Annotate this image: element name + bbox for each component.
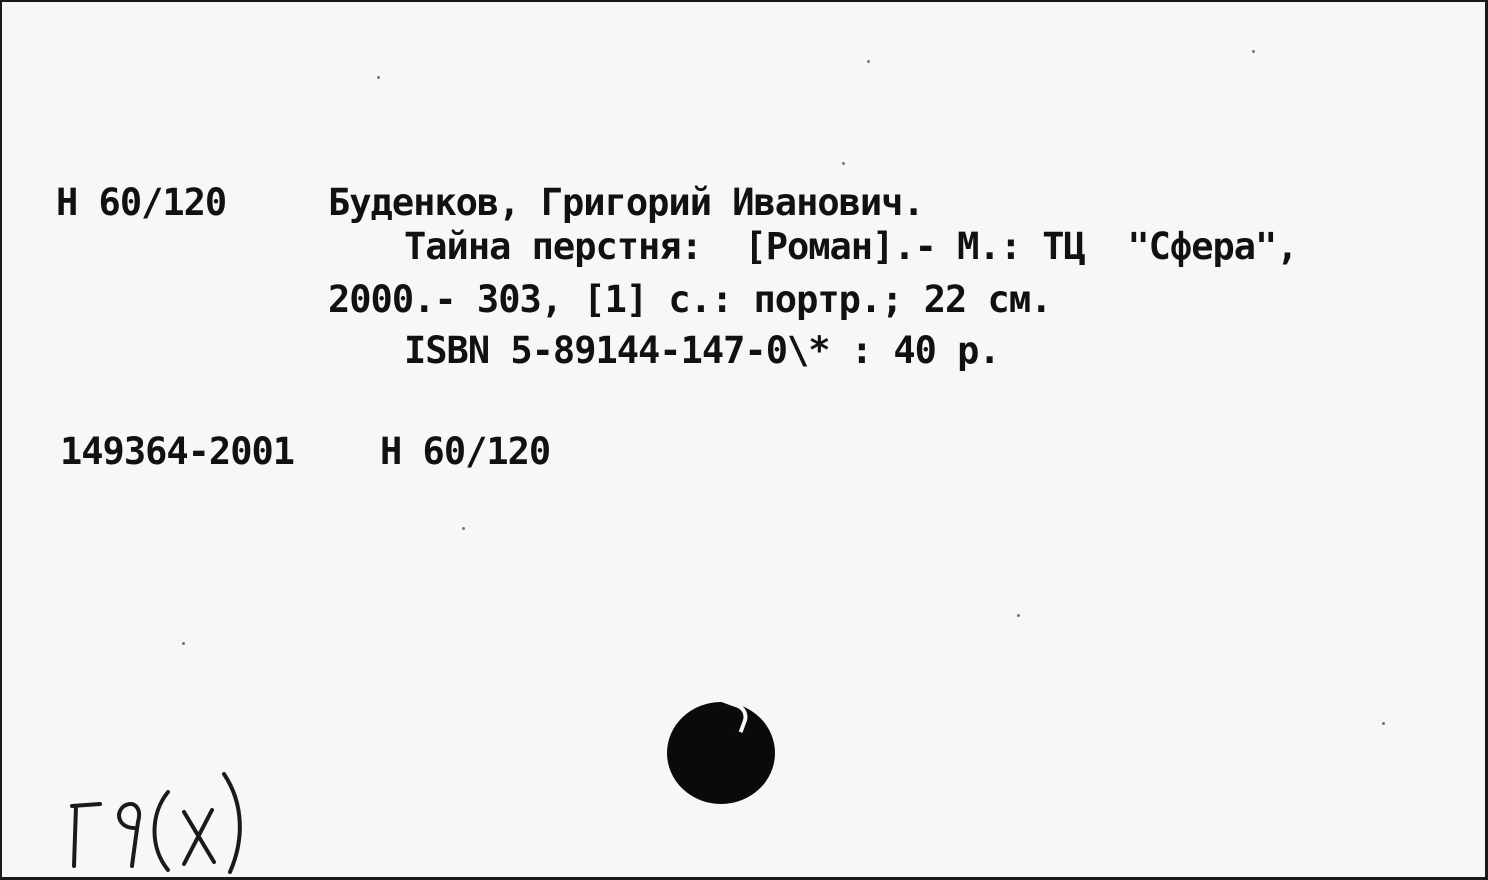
isbn-line: ISBN 5-89144-147-0\* : 40 р. [404,329,1000,372]
accession-shelf-mark: Н 60/120 [380,430,551,473]
scan-speck [377,76,380,79]
title-line-2: 2000.- 303, [1] с.: портр.; 22 см. [328,278,1052,321]
author-heading: Буденков, Григорий Иванович. [328,181,924,224]
accession-number: 149364-2001 [60,430,295,473]
shelf-mark: Н 60/120 [56,181,227,224]
handwritten-note [64,770,254,880]
scan-speck [182,642,185,645]
scan-speck [1017,614,1020,617]
scan-speck [1252,50,1255,53]
scan-speck [1382,722,1385,725]
scan-speck [462,527,465,530]
scan-speck [867,60,870,63]
scan-speck [842,162,845,165]
title-line-1: Тайна перстня: [Роман].- М.: ТЦ "Сфера", [404,225,1298,268]
